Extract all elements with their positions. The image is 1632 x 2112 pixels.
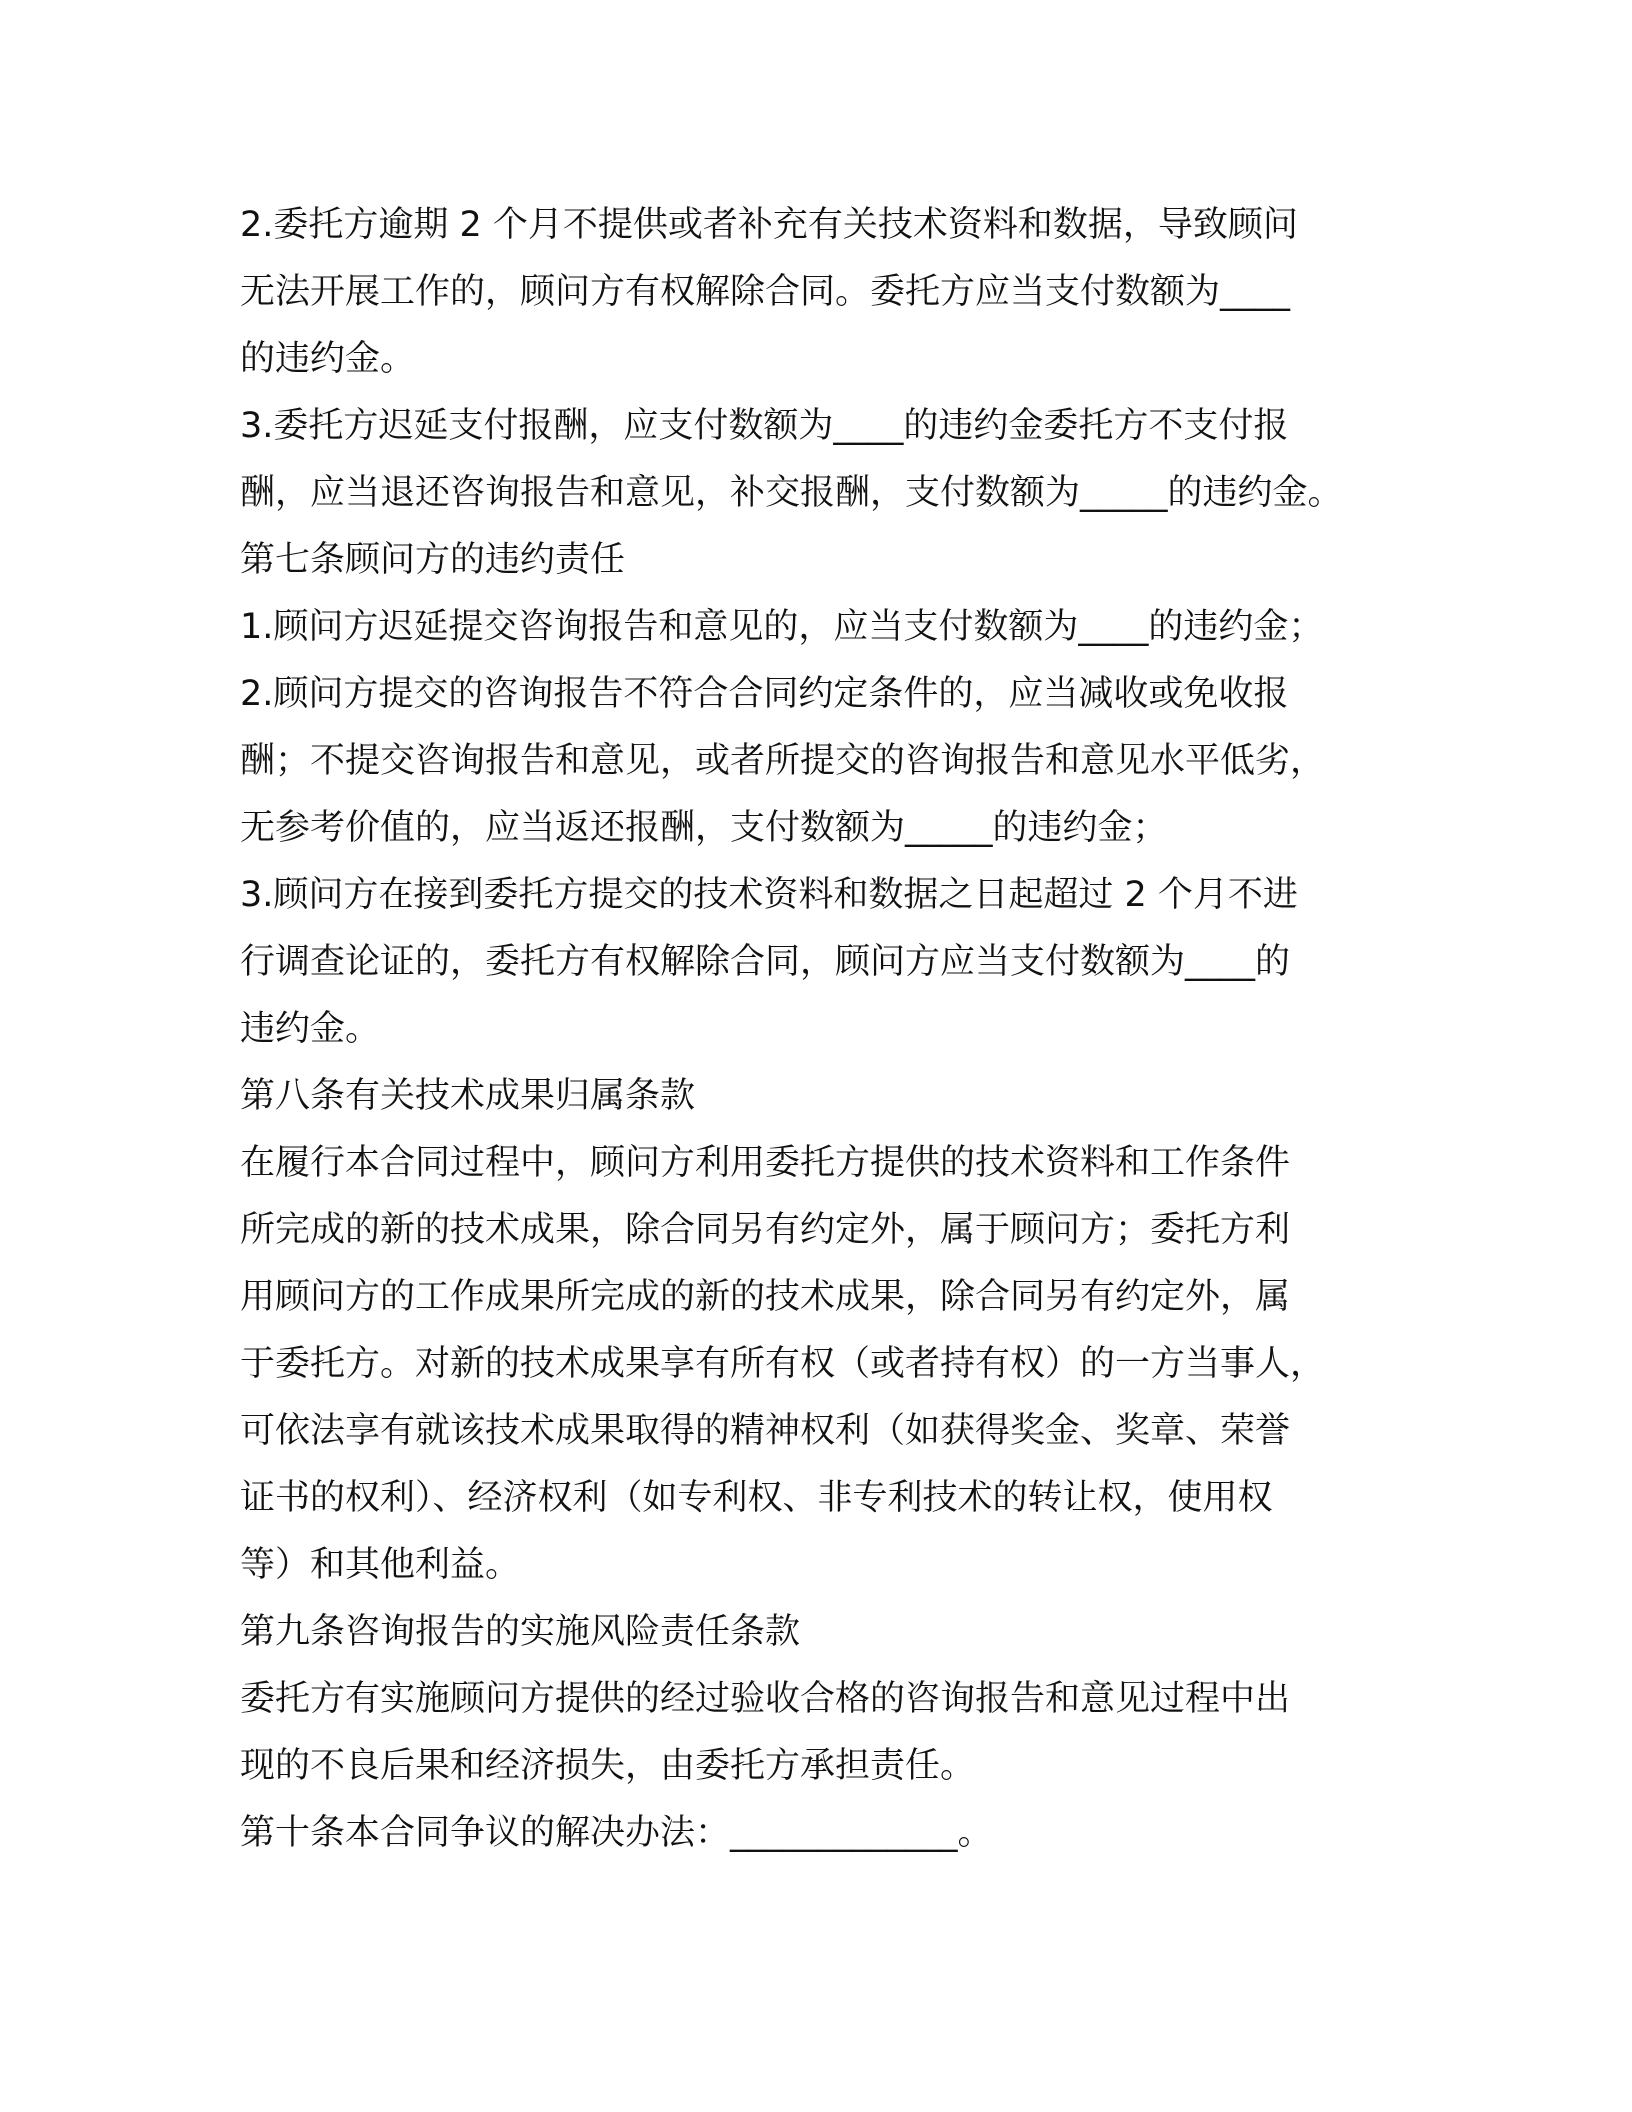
text-line: 2.委托方逾期 2 个月不提供或者补充有关技术资料和数据，导致顾问 <box>240 205 1298 245</box>
text-line: 可依法享有就该技术成果取得的精神权利（如获得奖金、奖章、荣誉 <box>240 1411 1291 1451</box>
text-line: 3.顾问方在接到委托方提交的技术资料和数据之日起超过 2 个月不进 <box>240 875 1298 915</box>
text-line: 3.委托方迟延支付报酬，应支付数额为____的违约金委托方不支付报 <box>240 406 1289 446</box>
text-line: 证书的权利）、经济权利（如专利权、非专利技术的转让权，使用权 <box>240 1478 1273 1518</box>
text-line: 在履行本合同过程中，顾问方利用委托方提供的技术资料和工作条件 <box>240 1143 1291 1183</box>
text-line: 现的不良后果和经济损失，由委托方承担责任。 <box>240 1746 976 1786</box>
text-line: 违约金。 <box>240 1009 381 1049</box>
section-heading: 第九条咨询报告的实施风险责任条款 <box>240 1612 801 1652</box>
section-heading: 第七条顾问方的违约责任 <box>240 540 626 580</box>
text-line: 酬，应当退还咨询报告和意见，补交报酬，支付数额为_____的违约金。 <box>240 473 1343 513</box>
section-heading: 第八条有关技术成果归属条款 <box>240 1076 696 1116</box>
text-line: 等）和其他利益。 <box>240 1545 521 1585</box>
text-line: 无参考价值的，应当返还报酬，支付数额为_____的违约金； <box>240 808 1168 848</box>
text-line: 所完成的新的技术成果，除合同另有约定外，属于顾问方；委托方利 <box>240 1210 1291 1250</box>
text-line: 1.顾问方迟延提交咨询报告和意见的，应当支付数额为____的违约金； <box>240 607 1324 647</box>
text-line: 酬；不提交咨询报告和意见，或者所提交的咨询报告和意见水平低劣， <box>240 741 1326 781</box>
document-body <box>240 192 1440 1867</box>
text-line: 无法开展工作的，顾问方有权解除合同。委托方应当支付数额为____ <box>240 272 1291 312</box>
text-line: 2.顾问方提交的咨询报告不符合合同约定条件的，应当减收或免收报 <box>240 674 1289 714</box>
text-line: 行调查论证的，委托方有权解除合同，顾问方应当支付数额为____的 <box>240 942 1291 982</box>
text-line: 于委托方。对新的技术成果享有所有权（或者持有权）的一方当事人， <box>240 1344 1326 1384</box>
text-line: 的违约金。 <box>240 339 416 379</box>
text-line: 委托方有实施顾问方提供的经过验收合格的咨询报告和意见过程中出 <box>240 1679 1291 1719</box>
section-heading: 第十条本合同争议的解决办法：_____________。 <box>240 1813 993 1853</box>
text-line: 用顾问方的工作成果所完成的新的技术成果，除合同另有约定外，属 <box>240 1277 1291 1317</box>
